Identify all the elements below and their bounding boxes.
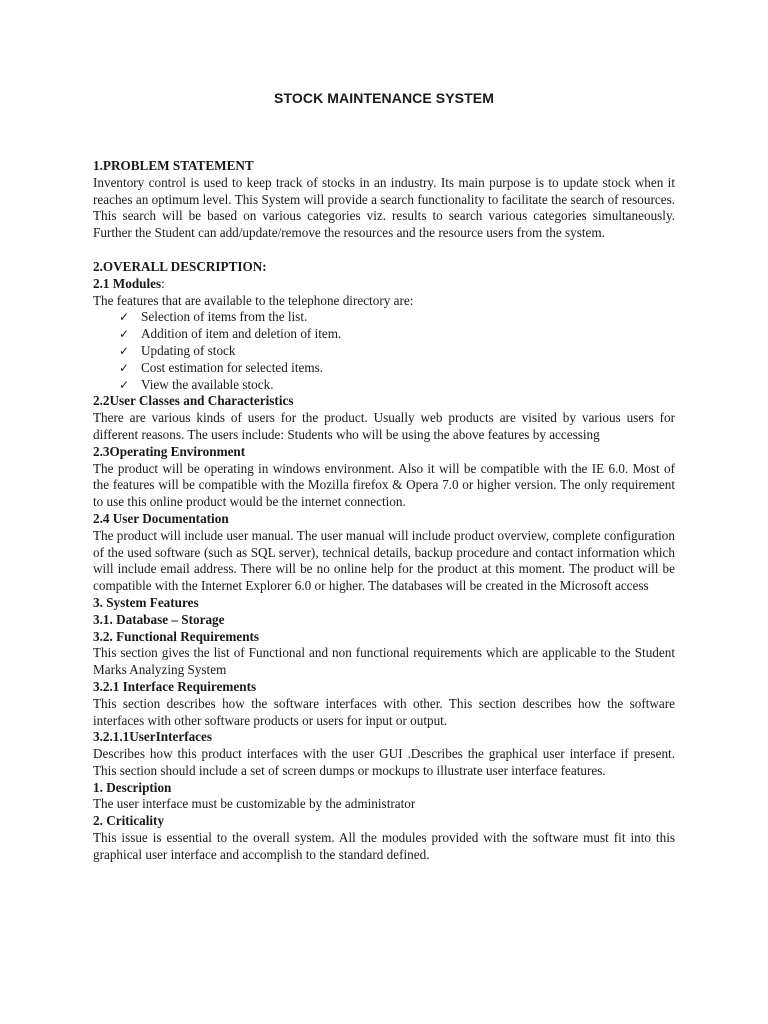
overall-description-heading: 2.OVERALL DESCRIPTION: <box>93 258 267 274</box>
list-item <box>119 360 675 377</box>
list-item-text: Selection of items from the list. <box>141 309 308 325</box>
user-interfaces-heading: 3.2.1.1UserInterfaces <box>93 729 213 745</box>
modules-heading <box>93 276 675 293</box>
check-icon: ✓ <box>119 343 130 358</box>
criticality-heading: 2. Criticality <box>93 813 165 829</box>
document-body <box>93 158 675 864</box>
user-documentation-text: The product will include user manual. The user manual will include product overview, complete configuration of the used software (such as SQL server), technical details, backup procedure and contact information which will include email address. There will be no online help for the product at this moment. The product will be compatible with the Internet Explorer 6.0 or higher. The databases will be created in the Microsoft access <box>93 527 675 594</box>
document-title: STOCK MAINTENANCE SYSTEM <box>274 90 494 106</box>
description-heading: 1. Description <box>93 779 172 795</box>
check-icon: ✓ <box>119 327 130 342</box>
list-item <box>119 377 675 394</box>
list-item-text: View the available stock. <box>141 376 274 392</box>
list-item-text: Updating of stock <box>141 342 236 358</box>
modules-heading-label: 2.1 Modules <box>93 275 162 291</box>
interface-requirements-heading: 3.2.1 Interface Requirements <box>93 678 257 694</box>
operating-environment-heading: 2.3Operating Environment <box>93 443 246 459</box>
list-item-text: Addition of item and deletion of item. <box>141 326 342 342</box>
system-features-heading: 3. System Features <box>93 594 199 610</box>
check-icon: ✓ <box>119 360 130 375</box>
list-item-text: Cost estimation for selected items. <box>141 359 324 375</box>
list-item <box>119 343 675 360</box>
user-documentation-heading: 2.4 User Documentation <box>93 510 229 526</box>
user-interfaces-text: Describes how this product interfaces with the user GUI .Describes the graphical user interface if present. This section should include a set of screen dumps or mockups to illustrate user interface features. <box>93 746 675 778</box>
functional-requirements-text: This section gives the list of Functional and non functional requirements which are applicable to the Student Marks Analyzing System <box>93 645 675 678</box>
database-storage-heading: 3.1. Database – Storage <box>93 611 225 627</box>
check-icon: ✓ <box>119 310 130 325</box>
problem-statement-text: Inventory control is used to keep track of stocks in an industry. Its main purpose is to update stock when it reaches an optimum level. This System will provide a search functionality to facilitate the search of resources. This search will be based on various categories viz. results to search various categories simultaneously. Further the Student can add/update/remove the resources and the resource users from the system. <box>93 174 675 241</box>
modules-list <box>93 309 675 393</box>
problem-statement-heading: 1.PROBLEM STATEMENT <box>93 158 254 173</box>
modules-intro: The features that are available to the telephone directory are: <box>93 292 414 308</box>
user-classes-heading: 2.2User Classes and Characteristics <box>93 393 294 409</box>
check-icon: ✓ <box>119 377 130 392</box>
section-gap <box>93 242 675 259</box>
operating-environment-text: The product will be operating in windows environment. Also it will be compatible with the IE 6.0. Most of the features will be compatible with the Mozilla firefox & Opera 7.0 or higher version. The only requirement to use this online product would be the internet connection. <box>93 460 675 510</box>
list-item <box>119 309 675 326</box>
criticality-text: This issue is essential to the overall system. All the modules provided with the software must fit into this graphical user interface and accomplish to the standard defined. <box>93 830 675 862</box>
interface-requirements-text: This section describes how the software interfaces with other. This section describes how the software interfaces with other software products or users for input or output. <box>93 695 675 728</box>
functional-requirements-heading: 3.2. Functional Requirements <box>93 628 260 644</box>
modules-heading-colon: : <box>161 275 165 291</box>
user-classes-text: There are various kinds of users for the product. Usually web products are visited by various users for different reasons. The users include: Students who will be using the above features by accessing <box>93 410 675 442</box>
list-item <box>119 326 675 343</box>
description-text: The user interface must be customizable by the administrator <box>93 796 416 812</box>
